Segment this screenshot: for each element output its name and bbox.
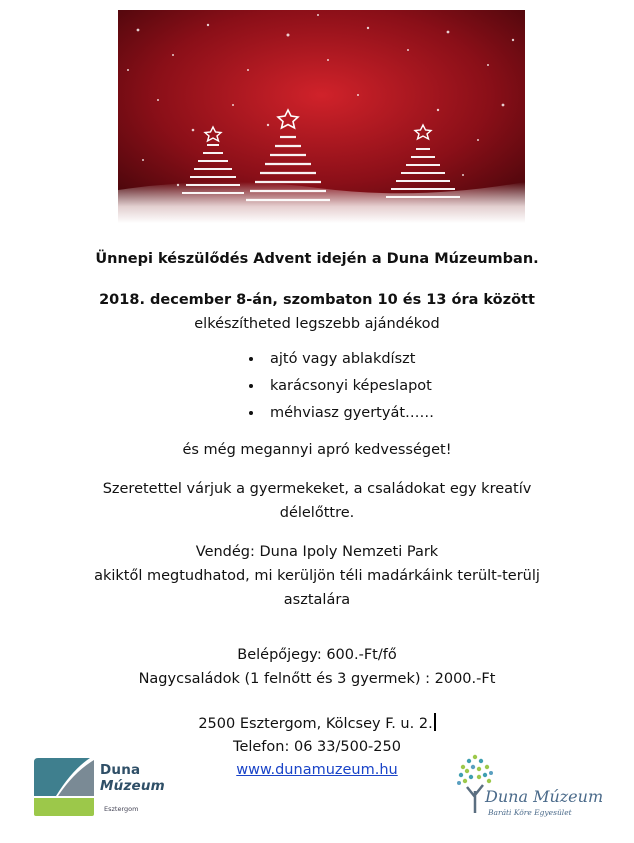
- ticket-price: Belépőjegy: 600.-Ft/fő: [237, 647, 397, 663]
- logo-muzeum-text: Múzeum: [100, 778, 165, 794]
- text-cursor: [434, 713, 436, 731]
- guest-text-1: Vendég: Duna Ipoly Nemzeti Park: [195, 544, 439, 560]
- welcome-text-2: délelőttre.: [279, 505, 355, 521]
- phone-line: Telefon: 06 33/500-250: [233, 739, 401, 755]
- event-date: 2018. december 8-án, szombaton 10 és 13 óra között: [99, 292, 535, 308]
- logo-right-title: Duna Múzeum: [485, 787, 604, 806]
- list-item: • ajtó vagy ablakdíszt: [264, 346, 434, 373]
- logo-right-subtitle: Baráti Köre Egyesület: [488, 808, 572, 817]
- guest-text-3: asztalára: [283, 592, 351, 608]
- address-text: 2500 Esztergom, Kölcsey F. u. 2.: [198, 716, 433, 732]
- logo-duna-text: Duna: [100, 762, 141, 778]
- list-item: • méhviasz gyertyát……: [264, 400, 434, 427]
- christmas-trees-banner: [118, 10, 525, 223]
- welcome-text-1: Szeretettel várjuk a gyermekeket, a családokat egy kreatív: [102, 481, 532, 497]
- logo-esztergom-text: Esztergom: [104, 805, 139, 813]
- list-item: • karácsonyi képeslapot: [264, 373, 434, 400]
- guest-text-2: akiktől megtudhatod, mi kerüljön téli madárkáink terült-terülj: [94, 568, 540, 584]
- event-heading: Ünnepi készülődés Advent idején a Duna Múzeumban.: [95, 251, 539, 267]
- address-line: [0, 713, 634, 734]
- activity-list: [244, 346, 434, 427]
- intro-text: elkészítheted legszebb ajándékod: [194, 316, 440, 332]
- website-link[interactable]: www.dunamuzeum.hu: [236, 762, 398, 778]
- more-text: és még megannyi apró kedvességet!: [182, 442, 452, 458]
- family-ticket-price: Nagycsaládok (1 felnőtt és 3 gyermek) : 2000.-Ft: [138, 671, 496, 687]
